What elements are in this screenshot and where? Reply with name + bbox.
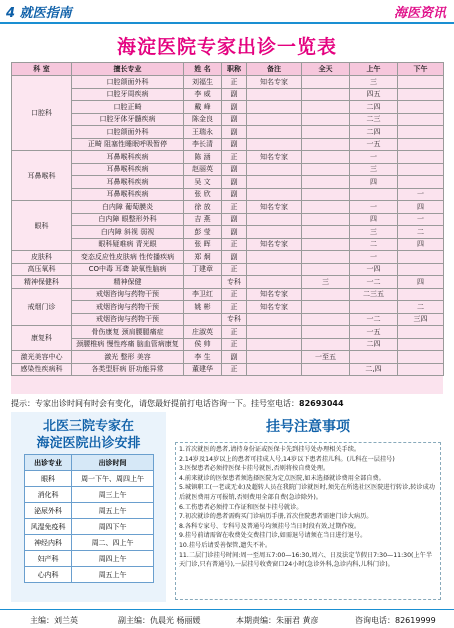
table-cell: 二三五	[350, 288, 398, 301]
table-cell: 三	[302, 276, 350, 289]
table-cell: 知名专家	[247, 238, 302, 251]
publication-title: 海医资讯	[393, 6, 446, 21]
table-cell: 耳鼻喉科疾病	[72, 151, 184, 164]
table-cell: 精神保健	[72, 276, 184, 289]
table-row	[12, 226, 444, 239]
table-cell	[302, 326, 350, 339]
schedule-body	[12, 76, 444, 376]
table-row	[12, 201, 444, 214]
table-row	[12, 163, 444, 176]
table-cell	[247, 226, 302, 239]
table-cell: 王瑞永	[184, 126, 222, 139]
table-cell: 知名专家	[247, 288, 302, 301]
col-am: 上午	[350, 63, 398, 76]
table-cell: 正	[222, 338, 247, 351]
col-allday: 全天	[302, 63, 350, 76]
table-cell: 专科	[222, 276, 247, 289]
table-cell: 姚 彬	[184, 301, 222, 314]
table-cell: 正	[222, 363, 247, 376]
table-cell: 四	[398, 238, 444, 251]
rule-item: 9.挂号前请需留在收费处交费挂门诊,如需退号请须在当日进行退号。	[179, 532, 367, 540]
table-cell	[398, 251, 444, 264]
table-cell	[302, 313, 350, 326]
table-cell: 丁建章	[184, 263, 222, 276]
table-cell	[247, 276, 302, 289]
table-cell	[247, 326, 302, 339]
table-cell	[350, 351, 398, 364]
table-cell: 白内障 葡萄膜炎	[72, 201, 184, 214]
table-cell	[398, 88, 444, 101]
table-cell: 正	[222, 288, 247, 301]
table-cell: 郑 炯	[184, 251, 222, 264]
table-row	[12, 313, 444, 326]
table-cell: 耳鼻喉科疾病	[72, 176, 184, 189]
table-cell	[398, 76, 444, 89]
registration-notes-title: 挂号注意事项	[266, 419, 350, 435]
table-cell	[398, 351, 444, 364]
table-cell: 专科	[222, 313, 247, 326]
table-cell	[302, 101, 350, 114]
table-cell: 正	[222, 301, 247, 314]
table-cell: 耳鼻喉科疾病	[72, 163, 184, 176]
peking-row	[25, 535, 154, 551]
table-cell	[302, 113, 350, 126]
table-row	[12, 138, 444, 151]
dept-cell: 高压氧科	[12, 263, 72, 276]
table-cell	[398, 138, 444, 151]
rule-item: 5.城镇职工(一老或无业)及超转人员在我院门诊就医时,须先在所选社区医院进行转诊,转诊成功后就医费用方可报销,否则费用全部自费(急诊除外)。	[179, 484, 435, 501]
rule-item: 8.各科专家号、专科号及普通号均须挂号当日时段有效,过期作废。	[179, 522, 361, 530]
table-cell: 二	[350, 238, 398, 251]
table-cell: 二	[398, 301, 444, 314]
table-cell: 四五	[350, 88, 398, 101]
table-cell: 四	[398, 276, 444, 289]
table-row	[12, 338, 444, 351]
table-cell	[302, 88, 350, 101]
table-cell	[302, 363, 350, 376]
section-title: 4 就医指南	[6, 6, 72, 21]
registration-rules	[175, 442, 441, 600]
dept-cell: 眼科	[12, 201, 72, 251]
table-cell: 知名专家	[247, 201, 302, 214]
peking-row	[25, 519, 154, 535]
table-cell: 一至五	[302, 351, 350, 364]
page-title: 海淀医院专家出诊一览表	[116, 36, 337, 58]
table-row	[12, 126, 444, 139]
peking-cell: 心内科	[25, 567, 72, 583]
table-row	[12, 238, 444, 251]
rule-item: 3.医保患者必须持医保卡挂号就医,否则将按自费处理。	[179, 465, 330, 473]
table-cell	[302, 213, 350, 226]
table-cell: 副	[222, 88, 247, 101]
peking-col-specialty: 出诊专业	[25, 455, 72, 471]
table-cell: 二四	[350, 101, 398, 114]
table-row	[12, 213, 444, 226]
table-cell	[247, 126, 302, 139]
table-cell	[247, 313, 302, 326]
table-cell: 二	[398, 226, 444, 239]
table-row	[12, 88, 444, 101]
table-cell: 庄淑英	[184, 326, 222, 339]
footer	[0, 609, 454, 628]
table-cell: 正	[222, 263, 247, 276]
table-cell: 一	[398, 213, 444, 226]
table-cell	[247, 138, 302, 151]
peking-expert-box	[11, 412, 166, 602]
table-cell: 正畸 阻塞性睡眠呼吸暂停	[72, 138, 184, 151]
table-cell: 口腔颌面外科	[72, 76, 184, 89]
peking-cell: 风湿免疫科	[25, 519, 72, 535]
table-cell: CO中毒 耳聋 缺氧性脑病	[72, 263, 184, 276]
table-cell: 一五	[350, 326, 398, 339]
table-cell: 吴 文	[184, 176, 222, 189]
table-cell: 副	[222, 213, 247, 226]
peking-col-time: 出诊时间	[72, 455, 154, 471]
table-cell: 戒烟咨询与药物干预	[72, 301, 184, 314]
table-cell: 赵丽英	[184, 163, 222, 176]
table-cell	[302, 138, 350, 151]
table-cell: 一二	[350, 313, 398, 326]
table-cell: 戒烟咨询与药物干预	[72, 288, 184, 301]
table-cell	[398, 163, 444, 176]
table-row	[12, 113, 444, 126]
table-cell	[302, 263, 350, 276]
table-cell	[247, 88, 302, 101]
table-cell: 三四	[398, 313, 444, 326]
table-cell: 陈 涵	[184, 151, 222, 164]
top-bar	[0, 0, 454, 24]
peking-body	[25, 471, 154, 583]
table-header-row	[12, 63, 444, 76]
peking-expert-title-line2: 海淀医院出诊安排	[36, 436, 141, 451]
table-cell: 一	[350, 251, 398, 264]
table-cell: 正	[222, 238, 247, 251]
table-cell: 一	[350, 201, 398, 214]
footer-phone: 咨询电话：82619999	[355, 616, 436, 625]
peking-cell: 周五上午	[72, 567, 154, 583]
table-row	[12, 151, 444, 164]
table-cell: 董建华	[184, 363, 222, 376]
rule-item: 7.初次就诊的患者需购买门诊病历手册,首次住院患者需建门诊大病历。	[179, 513, 373, 521]
table-cell: 李 威	[184, 88, 222, 101]
table-cell: 眼科疑难病 青光眼	[72, 238, 184, 251]
table-cell: 副	[222, 101, 247, 114]
table-cell: 四	[350, 176, 398, 189]
table-cell	[302, 151, 350, 164]
table-cell	[398, 151, 444, 164]
table-cell: 副	[222, 126, 247, 139]
table-cell: 副	[222, 163, 247, 176]
table-cell: 白内障 眼整形外科	[72, 213, 184, 226]
table-row	[12, 301, 444, 314]
table-cell: 二三	[350, 113, 398, 126]
table-cell	[398, 101, 444, 114]
table-cell	[247, 176, 302, 189]
peking-cell: 眼科	[25, 471, 72, 487]
table-cell: 变态反应性皮肤病 性传播疾病	[72, 251, 184, 264]
col-name: 姓 名	[184, 63, 222, 76]
rule-item: 6.工伤患者必须持工作证和医保卡挂号就诊。	[179, 503, 303, 511]
table-cell: 三	[350, 226, 398, 239]
table-row	[12, 76, 444, 89]
peking-cell: 周三上午	[72, 487, 154, 503]
table-cell	[247, 113, 302, 126]
table-row	[12, 276, 444, 289]
schedule-table	[11, 62, 444, 376]
peking-row	[25, 551, 154, 567]
table-cell: 张 欣	[184, 188, 222, 201]
col-dept: 科 室	[12, 63, 72, 76]
table-cell: 李长清	[184, 138, 222, 151]
rule-item: 1.首次就医的患者,请持身份证或医保卡先到挂号处办理相关手续。	[179, 446, 361, 453]
table-cell	[302, 176, 350, 189]
table-cell	[302, 226, 350, 239]
peking-expert-title	[11, 418, 166, 452]
table-cell	[302, 301, 350, 314]
table-cell	[398, 326, 444, 339]
table-cell: 耳鼻喉科疾病	[72, 188, 184, 201]
table-cell	[184, 313, 222, 326]
table-cell: 各类型肝病 肝功能异常	[72, 363, 184, 376]
table-cell: 副	[222, 351, 247, 364]
peking-row	[25, 471, 154, 487]
table-cell: 知名专家	[247, 301, 302, 314]
table-cell: 戒烟咨询与药物干预	[72, 313, 184, 326]
dept-cell: 精神保健科	[12, 276, 72, 289]
peking-header-row	[25, 455, 154, 471]
table-cell: 口腔颌面外科	[72, 126, 184, 139]
table-cell	[398, 176, 444, 189]
table-cell: 副	[222, 176, 247, 189]
registration-notes-box	[173, 412, 443, 602]
peking-cell: 周四下午	[72, 519, 154, 535]
peking-cell: 周一下午、周四上午	[72, 471, 154, 487]
table-cell	[247, 188, 302, 201]
table-cell: 正	[222, 201, 247, 214]
table-cell: 知名专家	[247, 151, 302, 164]
peking-cell: 神经内科	[25, 535, 72, 551]
table-cell: 一	[350, 151, 398, 164]
table-cell	[247, 251, 302, 264]
table-cell: 知名专家	[247, 76, 302, 89]
table-row	[12, 101, 444, 114]
peking-row	[25, 487, 154, 503]
table-cell	[247, 351, 302, 364]
table-cell	[302, 251, 350, 264]
table-cell: 二四	[350, 338, 398, 351]
table-cell: 三	[350, 163, 398, 176]
table-cell: 正	[222, 76, 247, 89]
dept-cell: 激光美容中心	[12, 351, 72, 364]
table-cell: 刘福生	[184, 76, 222, 89]
footer-responsible: 本期责编：朱丽君 黄彦	[236, 616, 319, 625]
rule-item: 2.14岁及14岁以上的患者可挂成人号,14岁以下患者挂儿科。(儿科在一层挂号)	[179, 455, 395, 463]
table-cell: 二,四	[350, 363, 398, 376]
table-cell: 副	[222, 226, 247, 239]
table-cell: 颈腰椎病 慢性疼痛 脑血管病康复	[72, 338, 184, 351]
table-cell: 二四	[350, 126, 398, 139]
table-cell: 一	[398, 188, 444, 201]
table-cell	[302, 238, 350, 251]
table-row	[12, 263, 444, 276]
table-cell: 口腔牙周疾病	[72, 88, 184, 101]
dept-cell: 感染性疾病科	[12, 363, 72, 376]
peking-cell: 周四上午	[72, 551, 154, 567]
table-cell: 戴 峰	[184, 101, 222, 114]
table-cell: 三	[350, 76, 398, 89]
table-cell: 陈金良	[184, 113, 222, 126]
table-cell: 吉 燕	[184, 213, 222, 226]
peking-cell: 周二、四上午	[72, 535, 154, 551]
notice	[11, 398, 443, 409]
table-cell: 口腔正畸	[72, 101, 184, 114]
table-cell: 李卫红	[184, 288, 222, 301]
dept-cell: 耳鼻喉科	[12, 151, 72, 201]
peking-row	[25, 503, 154, 519]
table-row	[12, 251, 444, 264]
table-cell	[302, 188, 350, 201]
table-cell: 副	[222, 113, 247, 126]
table-cell: 正	[222, 326, 247, 339]
col-pm: 下午	[398, 63, 444, 76]
table-cell	[302, 163, 350, 176]
table-cell	[350, 188, 398, 201]
table-cell: 侯 帅	[184, 338, 222, 351]
peking-cell: 消化科	[25, 487, 72, 503]
notice-phone: 82693044	[299, 399, 344, 408]
notice-text: 提示：专家出诊时间有时会有变化，请您最好提前打电话咨询一下。挂号室电话：	[11, 399, 299, 408]
table-cell	[247, 263, 302, 276]
rule-item: 4.前来就诊的医保患者须选择医院为定点医院,如未选择就诊费用全部自费。	[179, 474, 385, 482]
table-cell: 骨伤康复 颈肩腰腿痛症	[72, 326, 184, 339]
table-cell	[398, 126, 444, 139]
peking-cell: 泌尿外科	[25, 503, 72, 519]
table-cell: 口腔牙体牙髓疾病	[72, 113, 184, 126]
rule-item: 11.二层门诊挂号时间:周一至周五7:00—16:30,周六、日及法定节假日7:30—11:30(上午半天门诊,只有普通号),一层挂号收费窗口24小时(急诊外科,急诊内科,儿科门诊)。	[179, 551, 433, 569]
table-cell	[247, 363, 302, 376]
table-row	[12, 188, 444, 201]
table-cell	[398, 263, 444, 276]
dept-cell: 戒烟门诊	[12, 288, 72, 326]
table-cell	[247, 213, 302, 226]
rule-item: 10.挂号后请妥善保管,遗失不补。	[179, 541, 272, 549]
table-cell: 一二	[350, 276, 398, 289]
table-cell	[398, 113, 444, 126]
table-cell	[184, 276, 222, 289]
table-cell: 白内障 斜视 弱视	[72, 226, 184, 239]
schedule-table-container	[11, 62, 443, 394]
table-cell: 李 生	[184, 351, 222, 364]
peking-row	[25, 567, 154, 583]
table-cell	[398, 288, 444, 301]
table-row	[12, 351, 444, 364]
table-cell	[398, 363, 444, 376]
table-cell: 张 晖	[184, 238, 222, 251]
table-cell	[350, 301, 398, 314]
col-title: 职称	[222, 63, 247, 76]
table-cell	[302, 338, 350, 351]
table-cell	[302, 126, 350, 139]
table-cell: 四	[398, 201, 444, 214]
peking-expert-title-line1: 北医三院专家在	[42, 419, 134, 434]
table-cell: 副	[222, 188, 247, 201]
peking-cell: 妇产科	[25, 551, 72, 567]
table-cell: 四	[350, 213, 398, 226]
table-cell	[302, 288, 350, 301]
table-cell: 彭 莹	[184, 226, 222, 239]
table-cell	[302, 76, 350, 89]
dept-cell: 康复科	[12, 326, 72, 351]
peking-expert-table	[24, 454, 154, 583]
table-cell: 一四	[350, 263, 398, 276]
table-row	[12, 326, 444, 339]
table-row	[12, 363, 444, 376]
table-cell: 正	[222, 151, 247, 164]
table-cell	[247, 338, 302, 351]
table-cell: 激光 整形 美容	[72, 351, 184, 364]
footer-editor: 主编：刘兰英	[30, 616, 78, 625]
table-cell	[247, 163, 302, 176]
dept-cell: 皮肤科	[12, 251, 72, 264]
table-cell: 副	[222, 251, 247, 264]
footer-deputy: 副主编：仇晨光 杨丽媛	[118, 616, 201, 625]
dept-cell: 口腔科	[12, 76, 72, 151]
table-cell: 徐 放	[184, 201, 222, 214]
col-specialty: 擅长专业	[72, 63, 184, 76]
table-row	[12, 176, 444, 189]
peking-cell: 周五上午	[72, 503, 154, 519]
table-cell: 一五	[350, 138, 398, 151]
table-cell	[302, 201, 350, 214]
table-cell	[247, 101, 302, 114]
col-note: 备注	[247, 63, 302, 76]
table-cell: 副	[222, 138, 247, 151]
table-row	[12, 288, 444, 301]
table-cell	[398, 338, 444, 351]
